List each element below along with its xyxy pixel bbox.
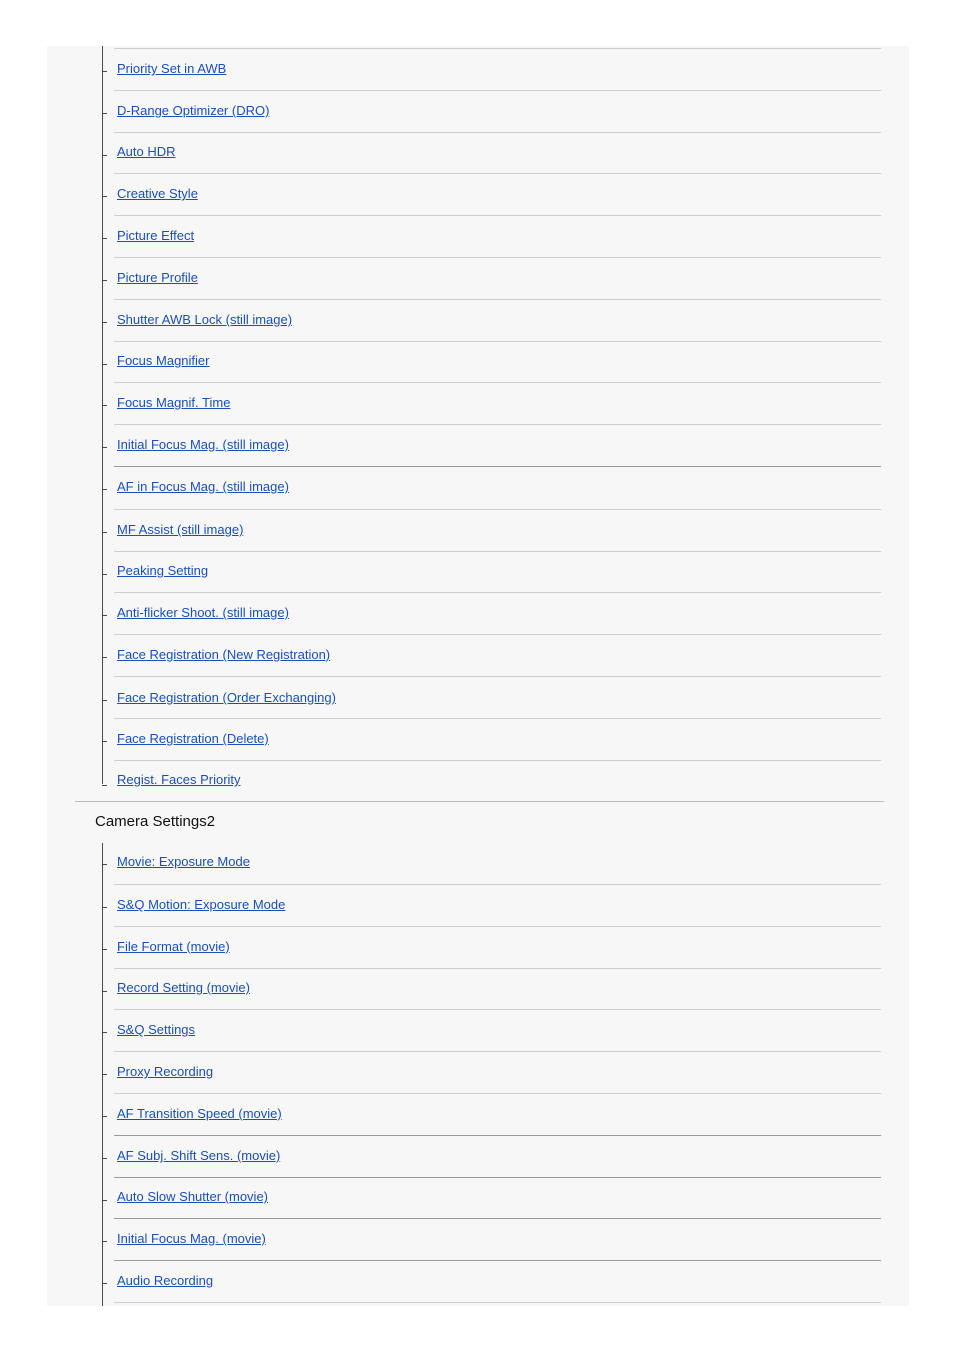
list-item xyxy=(114,257,881,299)
link-focus-magnif-time[interactable]: Focus Magnif. Time xyxy=(117,395,231,410)
link-af-in-focus-mag-still[interactable]: AF in Focus Mag. (still image) xyxy=(117,479,289,494)
link-priority-set-in-awb[interactable]: Priority Set in AWB xyxy=(117,61,227,76)
tree-tick xyxy=(102,489,107,490)
tree-line-section1 xyxy=(102,46,103,784)
link-record-setting-movie[interactable]: Record Setting (movie) xyxy=(117,980,250,995)
list-item xyxy=(114,382,881,424)
link-mf-assist-still[interactable]: MF Assist (still image) xyxy=(117,522,244,537)
tree-tick xyxy=(102,1032,107,1033)
list-item xyxy=(114,718,881,760)
list-item xyxy=(114,509,881,551)
list-item xyxy=(114,1260,881,1302)
list-item xyxy=(114,341,881,382)
list-item xyxy=(114,132,881,173)
tree-tick xyxy=(102,155,107,156)
list-item xyxy=(114,760,881,801)
link-initial-focus-mag-movie[interactable]: Initial Focus Mag. (movie) xyxy=(117,1231,266,1246)
tree-tick xyxy=(102,991,107,992)
section-title-camera-settings2: Camera Settings2 xyxy=(95,813,216,830)
list-item xyxy=(114,676,881,718)
list-item xyxy=(114,926,881,968)
tree-tick xyxy=(102,1200,107,1201)
tree-tick xyxy=(102,907,107,908)
link-af-subj-shift-sens-movie[interactable]: AF Subj. Shift Sens. (movie) xyxy=(117,1148,281,1163)
list-item-separator xyxy=(114,1302,881,1306)
tree-tick xyxy=(102,1158,107,1159)
list-item xyxy=(114,173,881,215)
list-item xyxy=(114,90,881,132)
tree-tick xyxy=(102,196,107,197)
link-picture-effect[interactable]: Picture Effect xyxy=(117,228,195,243)
link-face-registration-delete[interactable]: Face Registration (Delete) xyxy=(117,731,269,746)
list-item xyxy=(114,843,881,884)
link-file-format-movie[interactable]: File Format (movie) xyxy=(117,939,230,954)
list-item xyxy=(114,1177,881,1218)
list-item xyxy=(114,215,881,257)
tree-tick xyxy=(102,1241,107,1242)
link-creative-style[interactable]: Creative Style xyxy=(117,186,198,201)
tree-tick xyxy=(102,71,107,72)
link-audio-recording[interactable]: Audio Recording xyxy=(117,1273,214,1288)
link-movie-exposure-mode[interactable]: Movie: Exposure Mode xyxy=(117,854,250,869)
link-auto-slow-shutter-movie[interactable]: Auto Slow Shutter (movie) xyxy=(117,1189,269,1204)
link-shutter-awb-lock[interactable]: Shutter AWB Lock (still image) xyxy=(117,312,293,327)
list-item xyxy=(114,1218,881,1260)
link-picture-profile[interactable]: Picture Profile xyxy=(117,270,198,285)
list-item xyxy=(114,634,881,676)
list-item xyxy=(114,424,881,466)
list-item xyxy=(114,1009,881,1051)
list-item xyxy=(114,592,881,634)
link-regist-faces-priority[interactable]: Regist. Faces Priority xyxy=(117,772,241,787)
link-anti-flicker-shoot-still[interactable]: Anti-flicker Shoot. (still image) xyxy=(117,605,289,620)
content-panel xyxy=(47,46,909,1306)
list-item xyxy=(114,1093,881,1135)
section-divider xyxy=(75,801,884,802)
list-item xyxy=(114,48,881,90)
list-item xyxy=(114,968,881,1009)
tree-tick xyxy=(102,1116,107,1117)
tree-tick xyxy=(102,532,107,533)
tree-tick xyxy=(102,322,107,323)
list-item xyxy=(114,299,881,341)
tree-tick xyxy=(102,615,107,616)
tree-tick xyxy=(102,280,107,281)
tree-tick xyxy=(102,447,107,448)
link-proxy-recording[interactable]: Proxy Recording xyxy=(117,1064,214,1079)
tree-tick xyxy=(102,700,107,701)
tree-tick xyxy=(102,657,107,658)
list-item xyxy=(114,1135,881,1177)
link-sq-settings[interactable]: S&Q Settings xyxy=(117,1022,196,1037)
link-d-range-optimizer[interactable]: D-Range Optimizer (DRO) xyxy=(117,103,270,118)
tree-tick xyxy=(102,238,107,239)
tree-tick xyxy=(102,405,107,406)
tree-tick xyxy=(102,864,107,865)
tree-tick xyxy=(102,741,107,742)
tree-tick xyxy=(102,1283,107,1284)
list-item xyxy=(114,884,881,926)
list-item xyxy=(114,1051,881,1093)
tree-tick xyxy=(102,574,107,575)
tree-tick xyxy=(102,785,107,786)
list-item xyxy=(114,551,881,592)
link-auto-hdr[interactable]: Auto HDR xyxy=(117,144,176,159)
link-face-registration-order[interactable]: Face Registration (Order Exchanging) xyxy=(117,690,336,705)
tree-tick xyxy=(102,113,107,114)
link-peaking-setting[interactable]: Peaking Setting xyxy=(117,563,209,578)
link-focus-magnifier[interactable]: Focus Magnifier xyxy=(117,353,210,368)
link-initial-focus-mag-still[interactable]: Initial Focus Mag. (still image) xyxy=(117,437,289,452)
tree-tick xyxy=(102,1074,107,1075)
link-af-transition-speed-movie[interactable]: AF Transition Speed (movie) xyxy=(117,1106,282,1121)
tree-tick xyxy=(102,364,107,365)
link-sq-motion-exposure-mode[interactable]: S&Q Motion: Exposure Mode xyxy=(117,897,286,912)
tree-tick xyxy=(102,949,107,950)
link-face-registration-new[interactable]: Face Registration (New Registration) xyxy=(117,647,331,662)
list-item xyxy=(114,466,881,509)
